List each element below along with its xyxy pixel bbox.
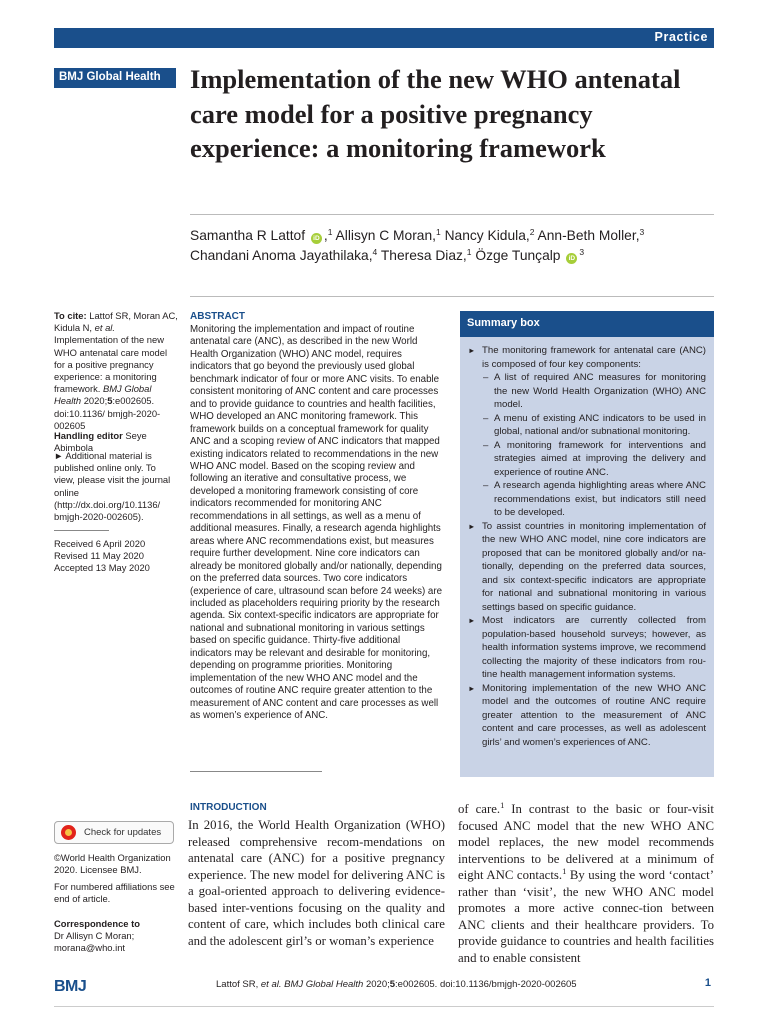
correspondence-email[interactable]: morana@who.int [54, 942, 126, 953]
section-banner [54, 28, 714, 48]
orcid-icon[interactable]: iD [566, 253, 577, 264]
handling-editor: Handling editor Seye Abimbola [54, 430, 147, 454]
author-name: Ann-Beth Moller, [537, 228, 640, 243]
abstract [190, 311, 442, 723]
summary-item: ► To assist countries in monitoring implementation of the new WHO ANC model, nine core indicators are proposed that can be monitored globally and/or na-tionally, depending on the preferred data sources, and six context-specific indicators are appropriate for national and subnational monitoring in various settings based on specific guidance. [468, 520, 706, 615]
crossmark-icon [61, 825, 76, 840]
introduction-text-col2: of care.$^1$ In contrast to the basic or four-visit focused ANC model that the new WHO ANC model replaces, the new model recommends interventions to be delivered at a minimum of eight ANC contacts.$^1$ By using the word ‘contact’ rather than ‘visit’, the new WHO ANC model promotes a more active connec-tion between ANC clients and their healthcare providers. To provide guidance to countries and health facilities and to enable consistent [458, 800, 714, 965]
introduction-heading: INTRODUCTION [190, 802, 267, 813]
author-name: Nancy Kidula, [444, 228, 530, 243]
summary-subitem: – A list of required ANC measures for monitoring the new World Health Organization (WHO) ANC model. [468, 371, 706, 412]
abstract-divider [190, 771, 322, 772]
author-name: Theresa Diaz, [380, 248, 467, 263]
footer-citation: Lattof SR, et al. BMJ Global Health 2020;5:e002605. doi:10.1136/bmjgh-2020-002605 [216, 979, 577, 990]
title-divider [190, 214, 714, 215]
page-number: 1 [704, 977, 711, 989]
summary-heading: Summary box [460, 311, 714, 337]
abstract-text: Monitoring the implementation and impact of routine antenatal care (ANC), as described in the new World Health Organization (WHO) ANC model, requires indicators that go beyond the previously used global benchmark indicator of four or more ANC visits. To enable consistent monitoring of ANC content and care processes and to provide guidance to countries and health facilities, WHO developed an ANC monitoring framework. This framework builds on a conceptual framework for quality ANC and a scoping review of ANC indicators that mapped existing indicators related to recommendations in the new WHO ANC model. Based on the scoping review and following an iterative and consultative process, we developed a monitoring framework consisting of core indicators recommended for monitoring ANC recommendations in all settings, as well as a menu of additional measures. Finally, a research agenda highlights areas where ANC recommendations exist, but measures require further development. Nine core indicators can already be monitored globally and/or nationally, depending on the preferred data sources. Two core indicators (experience of care, ultrasound scan before 24 weeks) are included as placeholders requiring priority by the research agenda. Six context-specific indicators are appropriate for national and subnational monitoring in various settings based on specific guidance. Thirty-five additional indicators may be relevant and desirable for monitoring, depending on programme priorities. Monitoring implementation of the new WHO ANC model and the outcomes of routine ANC require greater attention to the measurement of ANC content and care processes as well as women’s experience of ANC. [190, 324, 443, 722]
abstract-heading: ABSTRACT [190, 311, 245, 322]
authors-divider [190, 296, 714, 297]
summary-item: ► The monitoring framework for antenatal care (ANC) is composed of four key components: [468, 344, 706, 371]
author-name: Allisyn C Moran, [335, 228, 436, 243]
footer-divider [54, 1006, 714, 1007]
author-name: Samantha R Lattof [190, 228, 306, 243]
additional-material-note: ► Additional material is published online only. To view, please visit the journal online (http://dx.doi.org/10.1136/ bmjgh-2020-002605). [54, 450, 171, 523]
article-title: Implementation of the new WHO antenatal care model for a positive pregnancy experience: a monitoring framework [190, 64, 681, 163]
summary-subitem: – A menu of existing ANC indicators to be used in global, national and/or subnational monitoring. [468, 412, 706, 439]
summary-item: ► Monitoring implementation of the new WHO ANC model and the outcomes of routine ANC require greater attention to the measurement of ANC content and care processes, as well as adolescent girls’ and women’s experiences of ANC. [468, 682, 706, 750]
author-list: Samantha R Lattof iD ,$^1$ Allisyn C Moran,$^1$ Nancy Kidula,$^2$ Ann-Beth Moller,$^3$ Chandani Anoma Jayathilaka,$^4$ Theresa Diaz,$^1$ Özge Tunçalp $iD^3$ [190, 227, 645, 263]
check-for-updates-button[interactable]: Check for updates [54, 821, 174, 844]
sidebar-divider [54, 530, 109, 531]
correspondence: Correspondence to Dr Allisyn C Moran; morana@who.int [54, 918, 140, 953]
copyright-note: ©World Health Organization 2020. Licensee BMJ. [54, 852, 171, 875]
author-name: Chandani Anoma Jayathilaka, [190, 248, 373, 263]
citation-block: To cite: Lattof SR, Moran AC, Kidula N, et al. Implementation of the new WHO antenatal care model for a positive pregnancy experience: a monitoring framework. BMJ Global Health 2020;5:e002605. doi:10.1136/ bmjgh-2020-002605 [54, 310, 178, 431]
affiliations-note: For numbered affiliations see end of article. [54, 881, 175, 904]
article-dates: Received 6 April 2020 Revised 11 May 2020 Accepted 13 May 2020 [54, 538, 150, 574]
introduction-text-col1: In 2016, the World Health Organization (WHO) released comprehensive recom-mendations on antenatal care (ANC) for a positive pregnancy experience. The new model for delivering ANC is a goal-oriented approach to delivering evidence-based inter-ventions focusing on the quality and content of care, which includes both clinical care and the adolescent girl’s or woman’s experience [188, 818, 445, 948]
orcid-icon[interactable]: iD [311, 233, 322, 244]
author-name: Özge Tunçalp [475, 248, 561, 263]
summary-box [460, 311, 714, 777]
section-label: Practice [654, 30, 708, 44]
summary-subitem: – A monitoring framework for interventions and strategies aimed at improving the delivery and experience of routine ANC. [468, 439, 706, 480]
bmj-logo: BMJ [54, 978, 87, 995]
journal-badge: BMJ Global Health [54, 68, 176, 88]
summary-subitem: – A research agenda highlighting areas where ANC recommendations exist, but indicators still need to be developed. [468, 479, 706, 520]
summary-item: ► Most indicators are currently collected from population-based household surveys; however, as health information systems improve, we recommend collecting the majority of these indicators from rou-tine health management information systems. [468, 614, 706, 682]
